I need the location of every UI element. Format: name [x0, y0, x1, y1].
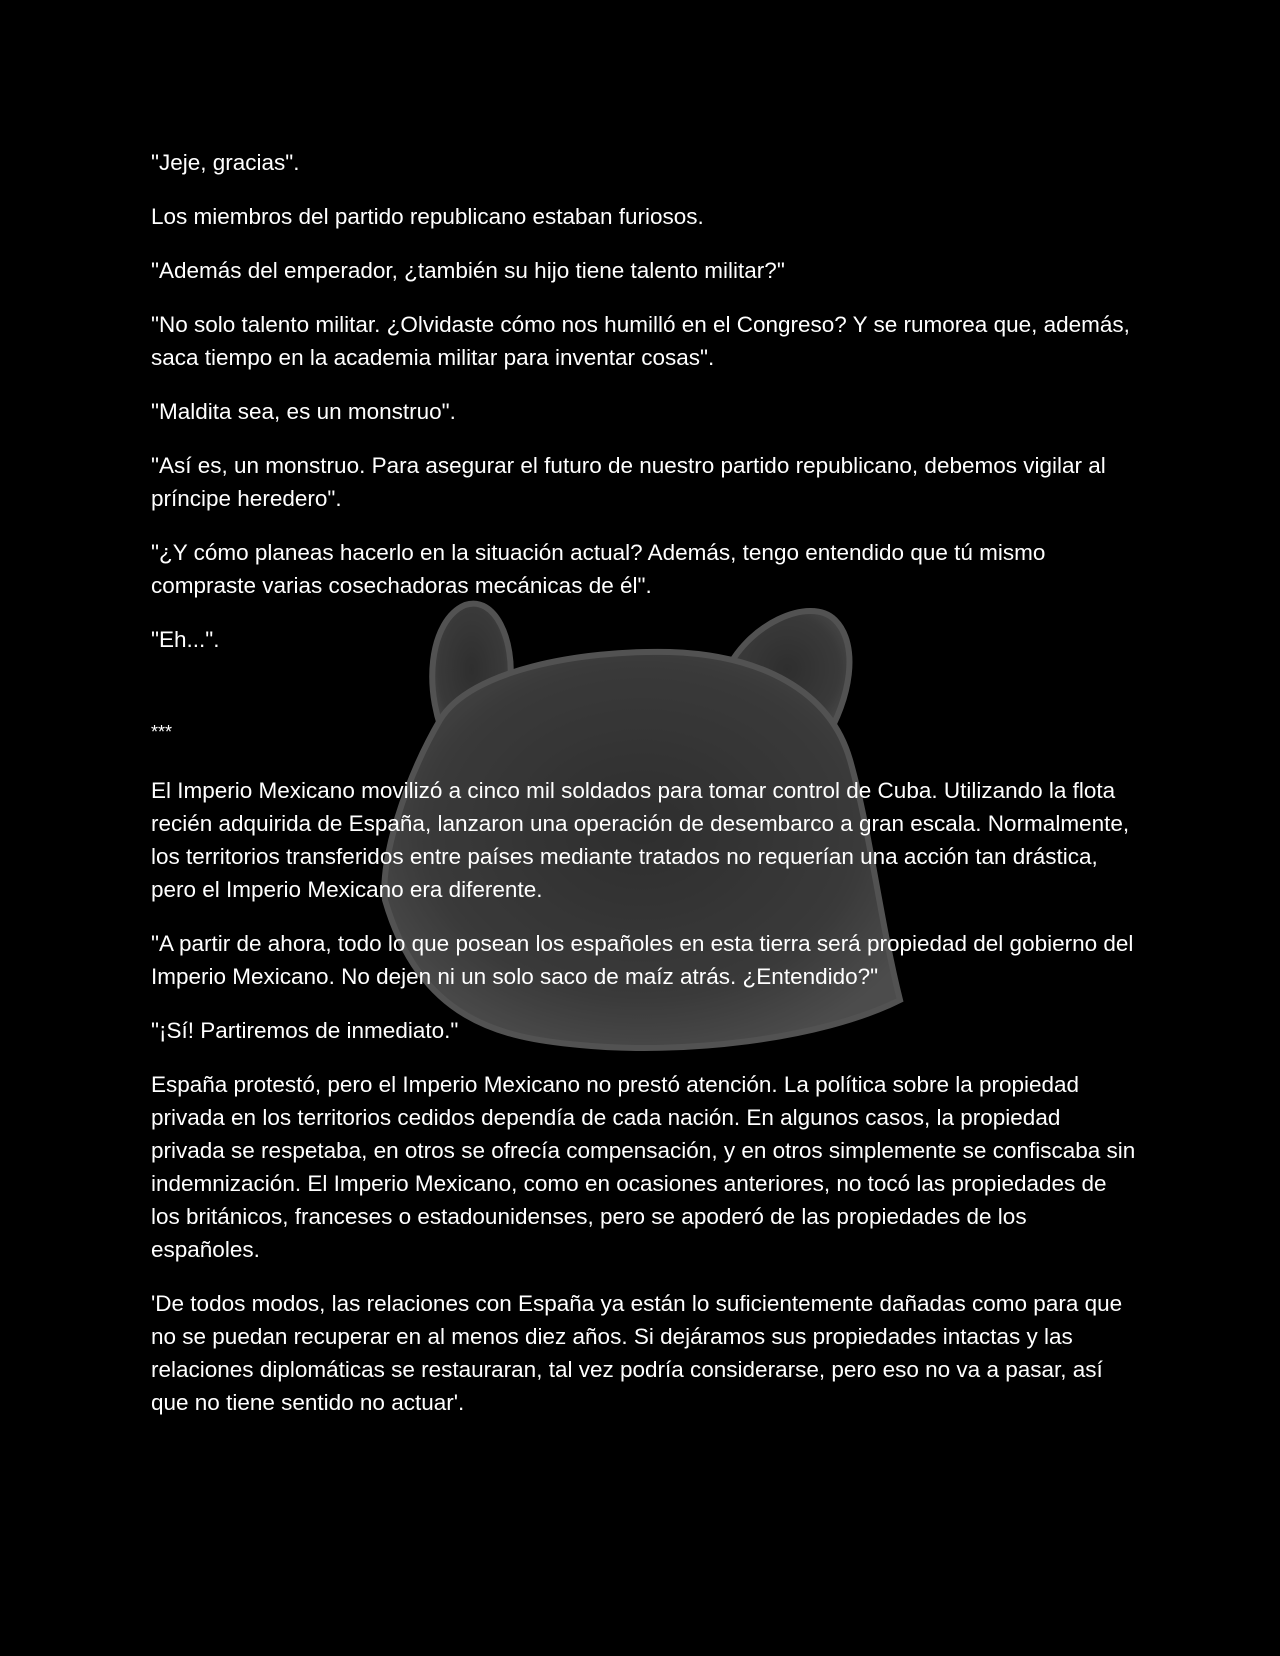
scene-break: ***	[151, 722, 173, 742]
paragraph: "Jeje, gracias".	[151, 150, 300, 175]
paragraph: "Maldita sea, es un monstruo".	[151, 399, 456, 424]
paragraph: "¿Y cómo planeas hacerlo en la situación actual? Además, tengo entendido que tú mismo compraste varias cosechadoras mecánicas de él".	[151, 540, 1046, 598]
paragraph: El Imperio Mexicano movilizó a cinco mil soldados para tomar control de Cuba. Utilizando la flota recién adquirida de España, lanzaron una operación de desembarco a gran escala. Normalmente, los territorios transferidos entre países mediante tratados no requerían una acción tan drástica, pero el Imperio Mexicano era diferente.	[151, 778, 1130, 902]
paragraph: "No solo talento militar. ¿Olvidaste cómo nos humilló en el Congreso? Y se rumorea que, además, saca tiempo en la academia militar para inventar cosas".	[151, 312, 1130, 370]
paragraph: "Así es, un monstruo. Para asegurar el futuro de nuestro partido republicano, debemos vigilar al príncipe heredero".	[151, 453, 1106, 511]
paragraph: "Además del emperador, ¿también su hijo tiene talento militar?"	[151, 258, 785, 283]
paragraph: 'De todos modos, las relaciones con España ya están lo suficientemente dañadas como para que no se puedan recuperar en al menos diez años. Si dejáramos sus propiedades intactas y las relaciones diplomáticas se restauraran, tal vez podría considerarse, pero eso no va a pasar, así que no tiene sentido no actuar'.	[151, 1291, 1123, 1415]
paragraph: "¡Sí! Partiremos de inmediato."	[151, 1018, 459, 1043]
paragraph: "A partir de ahora, todo lo que posean los españoles en esta tierra será propiedad del gobierno del Imperio Mexicano. No dejen ni un solo saco de maíz atrás. ¿Entendido?"	[151, 931, 1134, 989]
paragraph: Los miembros del partido republicano estaban furiosos.	[151, 204, 704, 229]
paragraph: España protestó, pero el Imperio Mexicano no prestó atención. La política sobre la propiedad privada en los territorios cedidos dependía de cada nación. En algunos casos, la propiedad privada se respetaba, en otros se ofrecía compensación, y en otros simplemente se confiscaba sin indemnización. El Imperio Mexicano, como en ocasiones anteriores, no tocó las propiedades de los británicos, franceses o estadounidenses, pero se apoderó de las propiedades de los españoles.	[151, 1072, 1136, 1262]
paragraph: "Eh...".	[151, 627, 220, 652]
document-body	[151, 146, 1136, 1440]
